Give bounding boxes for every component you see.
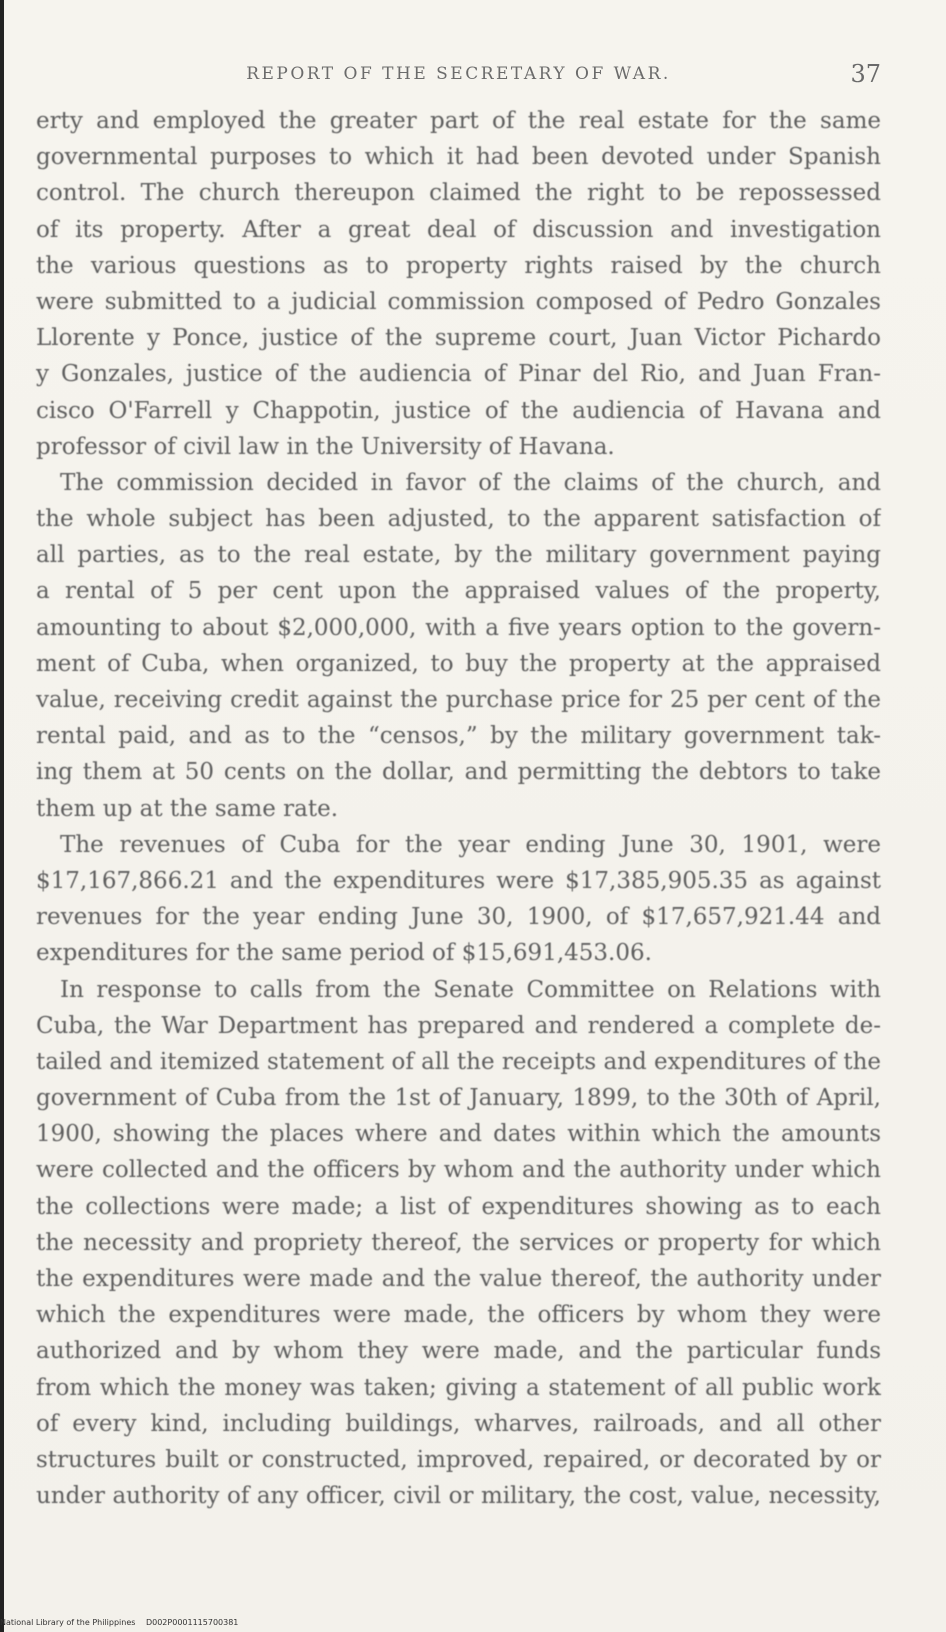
text-line: control. The church thereupon claimed the right to be repossessed [36,180,881,207]
text-line: 1900, showing the places where and dates within which the amounts [36,1121,881,1148]
text-line: the whole subject has been adjusted, to the apparent satisfaction of [36,506,881,533]
text-line: them up at the same rate. [36,795,338,822]
text-line: ment of Cuba, when organized, to buy the property at the appraised [36,650,881,677]
text-line: amounting to about $2,000,000, with a five years option to the govern- [36,614,881,641]
text-line: the collections were made; a list of expenditures showing as to each [36,1193,881,1220]
text-line: governmental purposes to which it had been devoted under Spanish [36,144,881,171]
page-number: 37 [850,60,881,88]
text-line: revenues for the year ending June 30, 1900, of $17,657,921.44 and [36,904,881,931]
text-line: Cuba, the War Department has prepared and rendered a complete de- [36,1012,881,1039]
scan-identifier: D002P0001115700381 [145,1618,239,1627]
body-text [36,103,881,1514]
text-line: The revenues of Cuba for the year ending June 30, 1901, were [60,831,881,858]
page-header [36,60,881,90]
text-line: y Gonzales, justice of the audiencia of Pinar del Rio, and Juan Fran- [36,361,881,388]
text-line: were submitted to a judicial commission composed of Pedro Gonzales [36,288,881,315]
text-line: all parties, as to the real estate, by the military government paying [36,542,881,569]
text-line: erty and employed the greater part of the real estate for the same [36,108,881,134]
text-line: structures built or constructed, improved, repaired, or decorated by or [36,1446,881,1473]
text-line: tailed and itemized statement of all the receipts and expenditures of the [36,1048,881,1075]
running-head: REPORT OF THE SECRETARY OF WAR. [246,64,671,84]
text-line: $17,167,866.21 and the expenditures were $17,385,905.35 as against [36,867,881,894]
text-line: Llorente y Ponce, justice of the supreme court, Juan Victor Pichardo [36,325,881,352]
text-line: value, receiving credit against the purchase price for 25 per cent of the [36,687,881,713]
text-line: In response to calls from the Senate Committee on Relations with [60,976,881,1003]
text-line: from which the money was taken; giving a statement of all public work [36,1374,881,1401]
text-line: rental paid, and as to the “censos,” by the military government tak- [36,723,881,750]
text-line: which the expenditures were made, the officers by whom they were [36,1302,881,1329]
text-line: expenditures for the same period of $15,691,453.06. [36,940,652,967]
text-line: of its property. After a great deal of discussion and investigation [36,216,881,243]
text-line: the expenditures were made and the value thereof, the authority under [36,1266,881,1292]
text-line: of every kind, including buildings, wharves, railroads, and all other [36,1410,881,1437]
page-edge-shadow [0,0,4,1632]
scan-footer [0,1618,246,1627]
text-line: government of Cuba from the 1st of January, 1899, to the 30th of April, [36,1085,881,1112]
library-credit: National Library of the Philippines [0,1618,136,1627]
text-line: the various questions as to property rights raised by the church [36,252,881,279]
text-line: ing them at 50 cents on the dollar, and permitting the debtors to take [36,759,881,786]
text-line: cisco O'Farrell y Chappotin, justice of the audiencia of Havana and [36,397,881,424]
text-line: the necessity and propriety thereof, the services or property for which [36,1229,881,1256]
text-line: were collected and the officers by whom and the authority under which [36,1157,881,1184]
text-line: authorized and by whom they were made, and the particular funds [36,1338,881,1365]
text-line: a rental of 5 per cent upon the appraised values of the property, [36,578,881,605]
text-line: under authority of any officer, civil or military, the cost, value, necessity, [36,1483,881,1510]
text-line: professor of civil law in the University of Havana. [36,433,615,460]
text-line: The commission decided in favor of the claims of the church, and [60,469,881,496]
